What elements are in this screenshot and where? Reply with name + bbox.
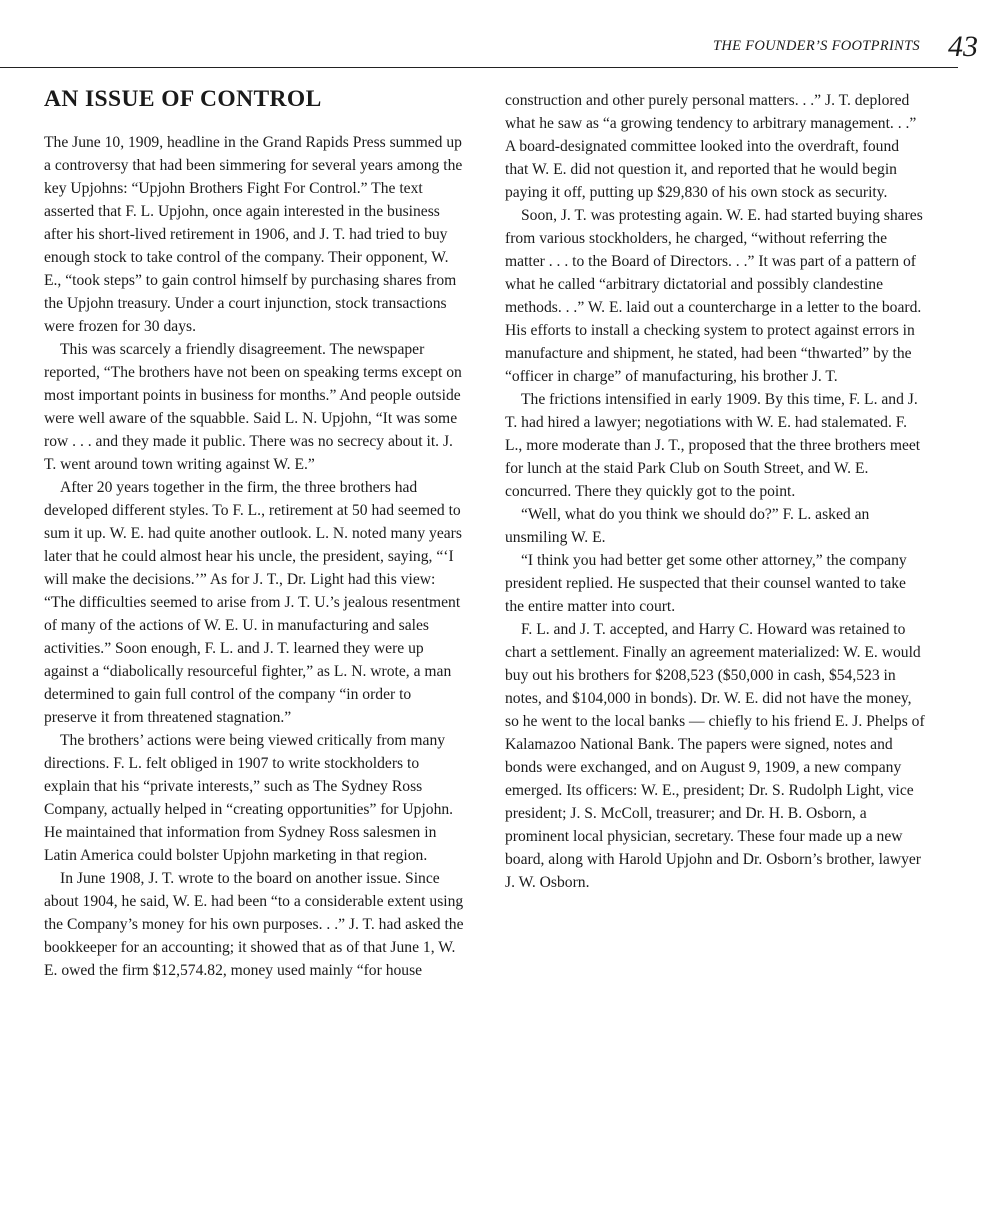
paragraph: construction and other purely personal matters. . .” J. T. deplored what he saw as “a growing tendency to arbitrary management. . .” A board-designated committee looked into the overdraft, found that W. E. did not question it, and reported that he would begin paying it off, putting up $29,830 of his own stock as security.	[505, 92, 917, 201]
paragraph: F. L. and J. T. accepted, and Harry C. Howard was retained to chart a settlement. Finally an agreement materialized: W. E. would buy out his brothers for $208,523 ($50,000 in cash, $54,523 in notes, and $104,000 in bonds). Dr. W. E. did not have the money, so he went to the local banks — chiefly to his friend E. J. Phelps of Kalamazoo National Bank. The papers were signed, notes and bonds were exchanged, and on August 9, 1909, a new company emerged. Its officers: W. E., president; Dr. S. Rudolph Light, vice president; J. S. McColl, treasurer; and Dr. H. B. Osborn, a prominent local physician, secretary. These four made up a new board, along with Harold Upjohn and Dr. Osborn’s brother, lawyer J. W. Osborn.	[505, 621, 925, 891]
running-head: THE FOUNDER’S FOOTPRINTS	[713, 38, 920, 54]
page-number: 43	[948, 30, 978, 63]
article-title: AN ISSUE OF CONTROL	[44, 86, 322, 112]
paragraph: “I think you had better get some other attorney,” the company president replied. He suspected that their counsel wanted to take the entire matter into court.	[505, 552, 907, 615]
right-column	[505, 89, 925, 894]
paragraph: This was scarcely a friendly disagreement. The newspaper reported, “The brothers have not been on speaking terms except on most important points in business for months.” And people outside were well aware of the squabble. Said L. N. Upjohn, “It was some row . . . and they made it public. There was no secrecy about it. J. T. went around town writing against W. E.”	[44, 341, 462, 473]
paragraph: Soon, J. T. was protesting again. W. E. had started buying shares from various stockholders, he charged, “without referring the matter . . . to the Board of Directors. . .” It was part of a pattern of what he called “arbitrary dictatorial and possibly clandestine methods. . .” W. E. laid out a countercharge in a letter to the board. His efforts to install a checking system to protect against errors in manufacture and shipment, he stated, had been “thwarted” by the “officer in charge” of manufacturing, his brother J. T.	[505, 207, 923, 385]
left-column	[44, 84, 464, 982]
paragraph: The frictions intensified in early 1909. By this time, F. L. and J. T. had hired a lawyer; negotiations with W. E. had stalemated. F. L., more moderate than J. T., proposed that the three brothers meet for lunch at the staid Park Club on South Street, and W. E. concurred. There they quickly got to the point.	[505, 391, 921, 500]
paragraph: In June 1908, J. T. wrote to the board on another issue. Since about 1904, he said, W. E. had been “to a considerable extent using the Company’s money for his own purposes. . .” J. T. had asked the bookkeeper for an accounting; it showed that as of that June 1, W. E. owed the firm $12,574.82, money used mainly “for house	[44, 870, 464, 979]
paragraph: The June 10, 1909, headline in the Grand Rapids Press summed up a controversy that had been simmering for several years among the key Upjohns: “Upjohn Brothers Fight For Control.” The text asserted that F. L. Upjohn, once again interested in the business after his short-lived retirement in 1906, and J. T. had tried to buy enough stock to take control of the company. Their opponent, W. E., “took steps” to gain control himself by purchasing shares from the Upjohn treasury. Under a court injunction, stock transactions were frozen for 30 days.	[44, 134, 463, 335]
header-rule	[0, 67, 958, 68]
paragraph: “Well, what do you think we should do?” F. L. asked an unsmiling W. E.	[505, 506, 870, 546]
paragraph: After 20 years together in the firm, the three brothers had developed different styles. To F. L., retirement at 50 had seemed to sum it up. W. E. had quite another outlook. L. N. noted many years later that he could almost hear his uncle, the president, saying, “‘I will make the decisions.’” As for J. T., Dr. Light had this view: “The difficulties seemed to arise from J. T. U.’s jealous resentment of many of the actions of W. E. U. in manufacturing and sales activities.” Soon enough, F. L. and J. T. learned they were up against a “diabolically resourceful fighter,” as L. N. wrote, a man determined to gain full control of the company “in order to preserve it from threatened stagnation.”	[44, 479, 462, 726]
paragraph: The brothers’ actions were being viewed critically from many directions. F. L. felt obliged in 1907 to write stockholders to explain that his “private interests,” such as The Sydney Ross Company, actually helped in “creating opportunities” for Upjohn. He maintained that information from Sydney Ross salesmen in Latin America could bolster Upjohn marketing in that region.	[44, 732, 454, 864]
